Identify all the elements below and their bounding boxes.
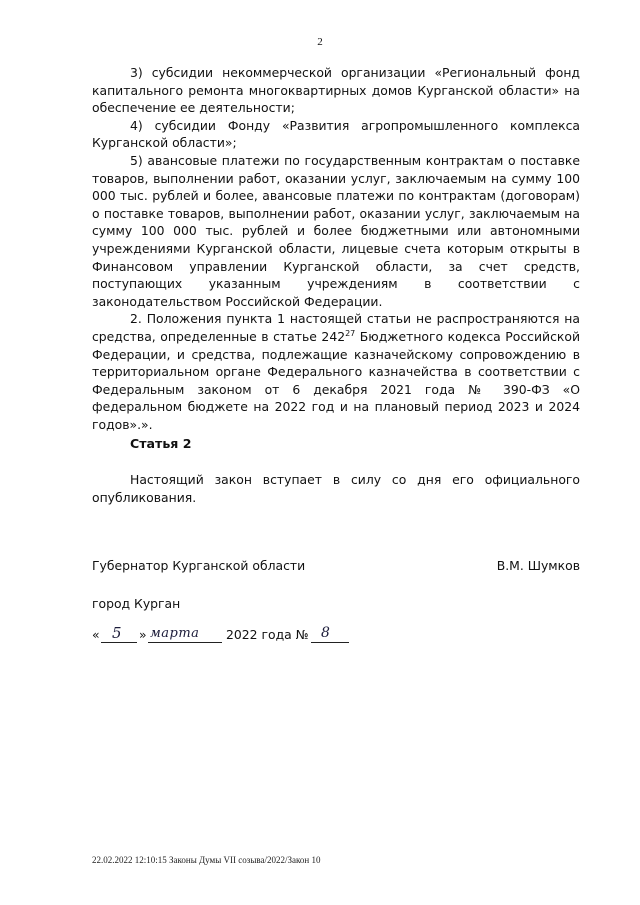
enactment-section [92,471,580,506]
number-blank [311,627,349,643]
paragraph-2-text-start: 2. Положения пункта 1 настоящей статьи не распространяются на средства, определенные в статье 242 [92,311,580,344]
date-year-text: 2022 года № [226,627,309,642]
list-item: 4) субсидии Фонду «Развития агропромышленного комплекса Курганской области»; [92,117,580,151]
handwritten-day: 5 [112,624,122,642]
date-line [92,624,392,649]
list-item: 5) авансовые платежи по государственным контрактам о поставке товаров, выполнении работ, оказании услуг, заключаемым на сумму 100 000 тыс. рублей и более, авансовые платежи по контрактам (договорам) о поставке товаров, выполнении работ, оказании услуг, заключаемым на сумму 100 000 тыс. рублей и более бюджетными или автономными учреждениями Курганской области, лицевые счета которым открыты в Финансовом управлении Курганской области, за счет средств, поступающих указанным учреждениям в соответствии с законодательством Российской Федерации. [92,152,580,309]
article-heading: Статья 2 [130,436,192,451]
enactment-text: Настоящий закон вступает в силу со дня его официального опубликования. [92,472,580,505]
page-number: 2 [317,36,323,48]
city-line: город Курган [92,596,181,611]
paragraph-2-text-end: Бюджетного кодекса Российской Федерации, и средства, подлежащие казначейскому сопровождению в территориальном органе Федерального казначейства в соответствии с Федеральным законом от 6 декабря 2021 года № 390-ФЗ «О федеральном бюджете на 2022 год и на плановый период 2023 и 2024 годов».». [92,328,581,432]
handwritten-month: марта [150,626,200,641]
date-open-quote: « [92,627,100,642]
paragraph-2 [92,310,580,433]
date-close-quote: » [139,627,147,642]
signatory-name: В.М. Шумков [496,558,580,573]
document-body [92,64,580,433]
footer-meta: 22.02.2022 12:10:15 Законы Думы VII созыва/2022/Закон 10 [92,855,321,865]
handwritten-number: 8 [321,625,330,641]
article-superscript: 27 [345,328,356,338]
signatory-title: Губернатор Курганской области [92,558,306,573]
list-item: 3) субсидии некоммерческой организации «Региональный фонд капитального ремонта многоквартирных домов Курганской области» на обеспечение ее деятельности; [92,65,580,116]
